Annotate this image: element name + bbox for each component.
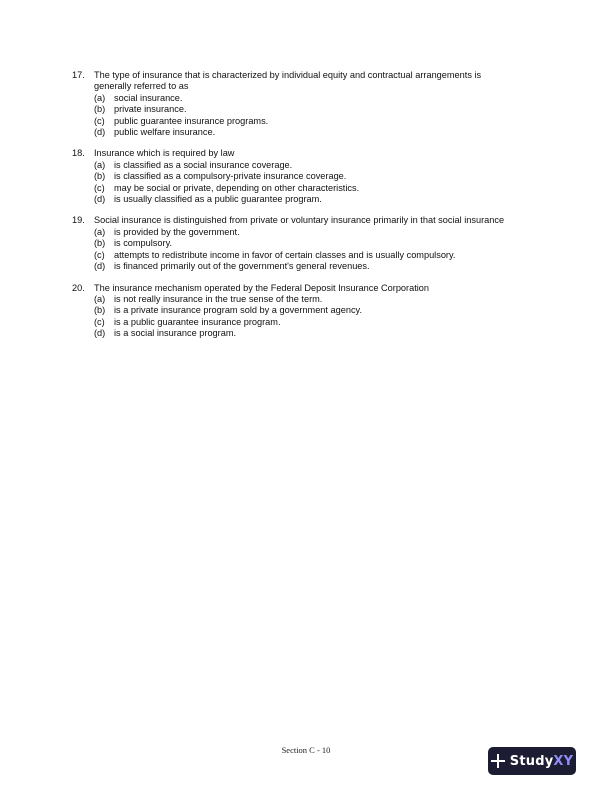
option-letter: (a): [94, 159, 106, 170]
option-a: [72, 160, 552, 171]
question-text: The insurance mechanism operated by the Federal Deposit Insurance Corporation: [94, 282, 430, 293]
option-a: [72, 93, 552, 104]
question-19: [72, 215, 552, 272]
option-b: [72, 171, 552, 182]
option-b: [72, 238, 552, 249]
option-letter: (a): [94, 293, 106, 304]
option-letter: (a): [94, 92, 106, 103]
option-c: [72, 183, 552, 194]
brand-logo-text: [510, 754, 573, 769]
option-letter: (c): [94, 182, 105, 193]
option-c: [72, 250, 552, 261]
option-text: is a public guarantee insurance program.: [114, 316, 281, 327]
option-text: may be social or private, depending on other characteristics.: [114, 182, 360, 193]
option-letter: (d): [94, 194, 106, 205]
option-text: is a social insurance program.: [114, 328, 237, 339]
question-list: [72, 70, 552, 350]
option-text: is provided by the government.: [114, 226, 240, 237]
question-18: [72, 148, 552, 205]
option-c: [72, 116, 552, 127]
option-d: [72, 261, 552, 272]
option-letter: (c): [94, 316, 105, 327]
question-number: 19.: [72, 215, 85, 226]
option-d: [72, 328, 552, 339]
option-text: is not really insurance in the true sense of the term.: [114, 293, 323, 304]
option-letter: (b): [94, 104, 106, 115]
studyxy-badge[interactable]: [488, 747, 576, 775]
option-text: is financed primarily out of the government's general revenues.: [114, 261, 370, 272]
option-text: attempts to redistribute income in favor of certain classes and is usually compulsory.: [114, 249, 456, 260]
question-number: 18.: [72, 148, 85, 159]
page-footer: Section C - 10: [281, 745, 331, 755]
option-text: is compulsory.: [114, 238, 173, 249]
option-text: public guarantee insurance programs.: [114, 115, 269, 126]
option-a: [72, 294, 552, 305]
option-text: public welfare insurance.: [114, 127, 216, 138]
option-text: private insurance.: [114, 104, 187, 115]
question-17: [72, 70, 552, 138]
plus-icon: [491, 754, 505, 768]
option-b: [72, 305, 552, 316]
option-text: is classified as a social insurance coverage.: [114, 159, 293, 170]
question-number: 20.: [72, 282, 85, 293]
option-letter: (d): [94, 328, 106, 339]
brand-accent-text: XY: [553, 753, 574, 769]
question-20: [72, 283, 552, 340]
option-letter: (b): [94, 238, 106, 249]
option-letter: (b): [94, 171, 106, 182]
option-b: [72, 104, 552, 115]
option-letter: (a): [94, 226, 106, 237]
option-letter: (d): [94, 261, 106, 272]
brand-main-text: Study: [509, 753, 554, 769]
option-text: is classified as a compulsory-private insurance coverage.: [114, 171, 347, 182]
option-a: [72, 227, 552, 238]
question-text: Social insurance is distinguished from private or voluntary insurance primarily in that social insurance: [94, 215, 505, 226]
question-text: The type of insurance that is characterized by individual equity and contractual arrangements is: [94, 70, 482, 80]
option-letter: (c): [94, 115, 105, 126]
option-text: is a private insurance program sold by a government agency.: [114, 305, 363, 316]
question-text: Insurance which is required by law: [94, 148, 235, 159]
option-text: social insurance.: [114, 92, 183, 103]
option-letter: (c): [94, 249, 105, 260]
option-text: is usually classified as a public guarantee program.: [114, 194, 322, 205]
option-c: [72, 317, 552, 328]
question-text-continued: generally referred to as: [94, 81, 189, 92]
option-letter: (d): [94, 127, 106, 138]
question-number: 17.: [72, 70, 85, 80]
option-letter: (b): [94, 305, 106, 316]
option-d: [72, 194, 552, 205]
option-d: [72, 127, 552, 138]
